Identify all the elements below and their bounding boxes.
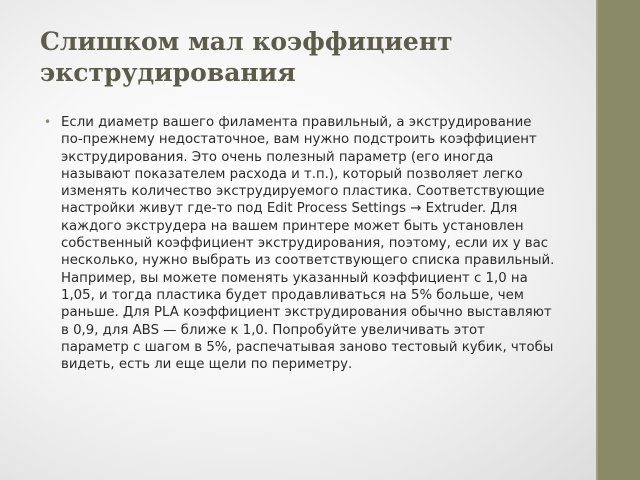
slide-title: Слишком мал коэффициент экструдирования (40, 27, 453, 87)
side-accent-bar (596, 0, 640, 480)
bullet-text: Если диаметр вашего филамента правильный, а экструдирование по-прежнему недостаточное, вам нужно подстроить коэффициент экструдирования. Это очень полезный параметр (его иногда называют показателем расхода и т.п.), который позволяет легко изменять количество экструдируемого пластика. Соответствующие настройки живут где-то под Edit Process Settings → Extruder. Для каждого экструдера на вашем принтере может быть установлен собственный коэффициент экструдирования, поэтому, если их у вас несколько, нужно выбрать из соответствующего списка правильный. Например, вы можете поменять указанный коэффициент с 1,0 на 1,05, и тогда пластика будет продавливаться на 5% больше, чем раньше. Для PLA коэффициент экструдирования обычно выставляют в 0,9, для ABS — ближе к 1,0. Попробуйте увеличивать этот параметр с шагом в 5%, распечатывая заново тестовый кубик, чтобы видеть, есть ли еще щели по периметру. (61, 115, 555, 373)
slide-content (44, 114, 556, 373)
side-accent-bar-edge (596, 0, 598, 480)
bullet-item (44, 114, 556, 373)
bullet-icon: • (44, 115, 52, 129)
